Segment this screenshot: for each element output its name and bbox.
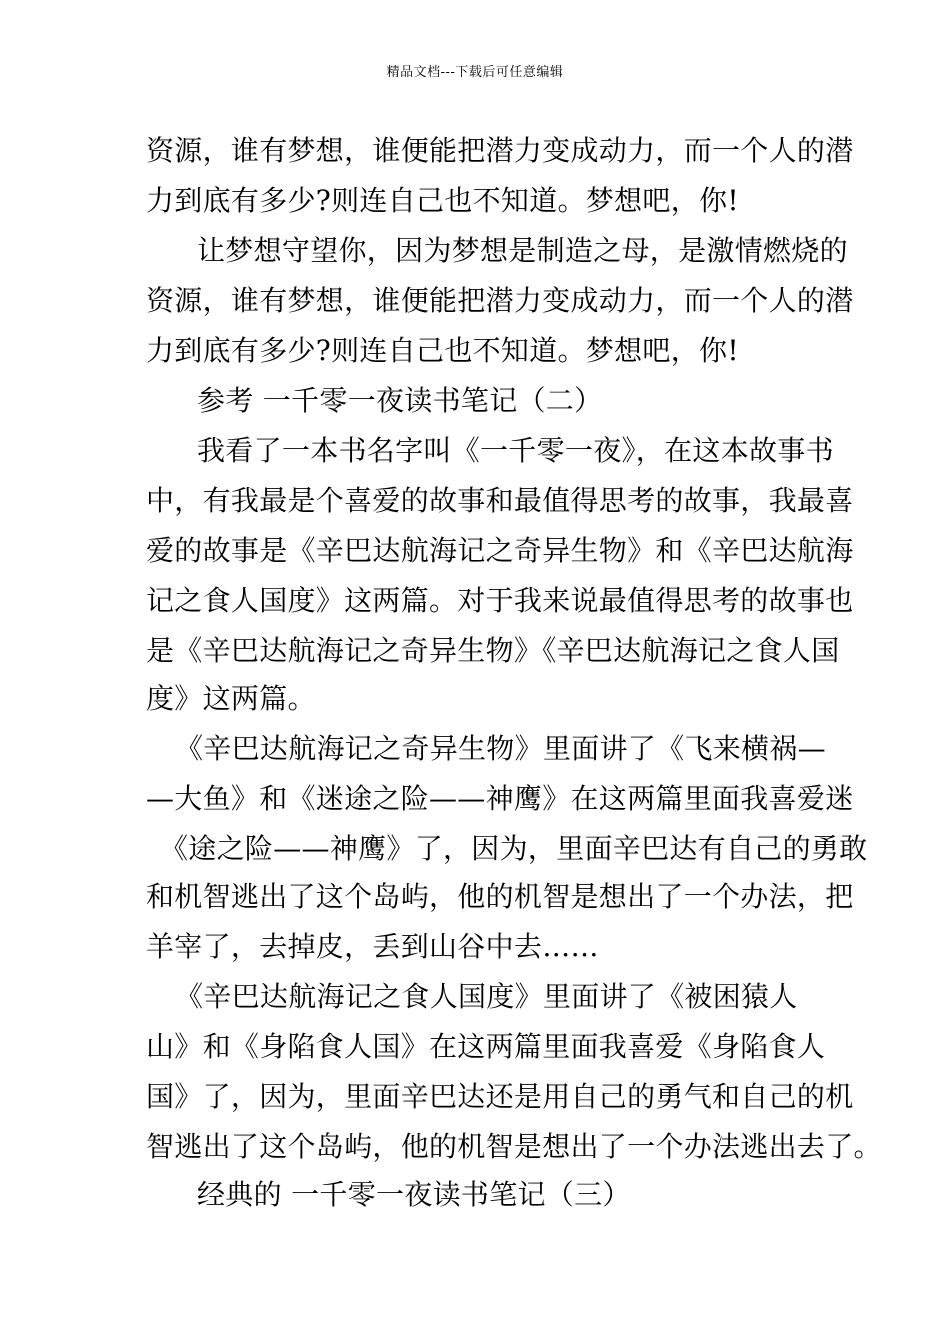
text-line: 中，有我最是个喜爱的故事和最值得思考的故事，我最喜 <box>146 484 854 517</box>
text-line: 我看了一本书名字叫《一千零一夜》，在这本故事书 <box>197 434 834 467</box>
text-line: 《辛巴达航海记之奇异生物》里面讲了《飞来横祸— <box>175 732 826 765</box>
text-line: 是《辛巴达航海记之奇异生物》《辛巴达航海记之食人国 <box>146 634 840 667</box>
text-line: 资源，谁有梦想，谁便能把潜力变成动力，而一个人的潜 <box>146 134 854 167</box>
text-line: 羊宰了，去掉皮，丢到山谷中去…… <box>146 930 599 963</box>
text-line: 智逃出了这个岛屿，他的机智是想出了一个办法逃出去了。 <box>146 1130 882 1163</box>
text-line: 爱的故事是《辛巴达航海记之奇异生物》和《辛巴达航海 <box>146 534 854 567</box>
text-line: —大鱼》和《迷途之险——神鹰》在这两篇里面我喜爱迷 <box>146 782 854 815</box>
text-line: 《途之险——神鹰》了，因为，里面辛巴达有自己的勇敢 <box>160 832 868 865</box>
page-header: 精品文档---下载后可任意编辑 <box>386 65 564 80</box>
section-heading: 参考 一千零一夜读书笔记（二） <box>197 384 603 417</box>
text-line: 和机智逃出了这个岛屿，他的机智是想出了一个办法，把 <box>146 880 854 913</box>
section-heading: 经典的 一千零一夜读书笔记（三） <box>197 1178 631 1211</box>
text-line: 记之食人国度》这两篇。对于我来说最值得思考的故事也 <box>146 584 854 617</box>
text-line: 让梦想守望你，因为梦想是制造之母，是激情燃烧的 <box>197 234 848 267</box>
text-line: 山》和《身陷食人国》在这两篇里面我喜爱《身陷食人 <box>146 1030 826 1063</box>
text-line: 《辛巴达航海记之食人国度》里面讲了《被困猿人 <box>175 980 798 1013</box>
text-line: 力到底有多少?则连自己也不知道。梦想吧，你! <box>146 334 739 367</box>
text-line: 国》了，因为，里面辛巴达还是用自己的勇气和自己的机 <box>146 1080 854 1113</box>
text-line: 资源，谁有梦想，谁便能把潜力变成动力，而一个人的潜 <box>146 284 854 317</box>
text-line: 力到底有多少?则连自己也不知道。梦想吧，你! <box>146 184 739 217</box>
text-line: 度》这两篇。 <box>146 682 316 715</box>
